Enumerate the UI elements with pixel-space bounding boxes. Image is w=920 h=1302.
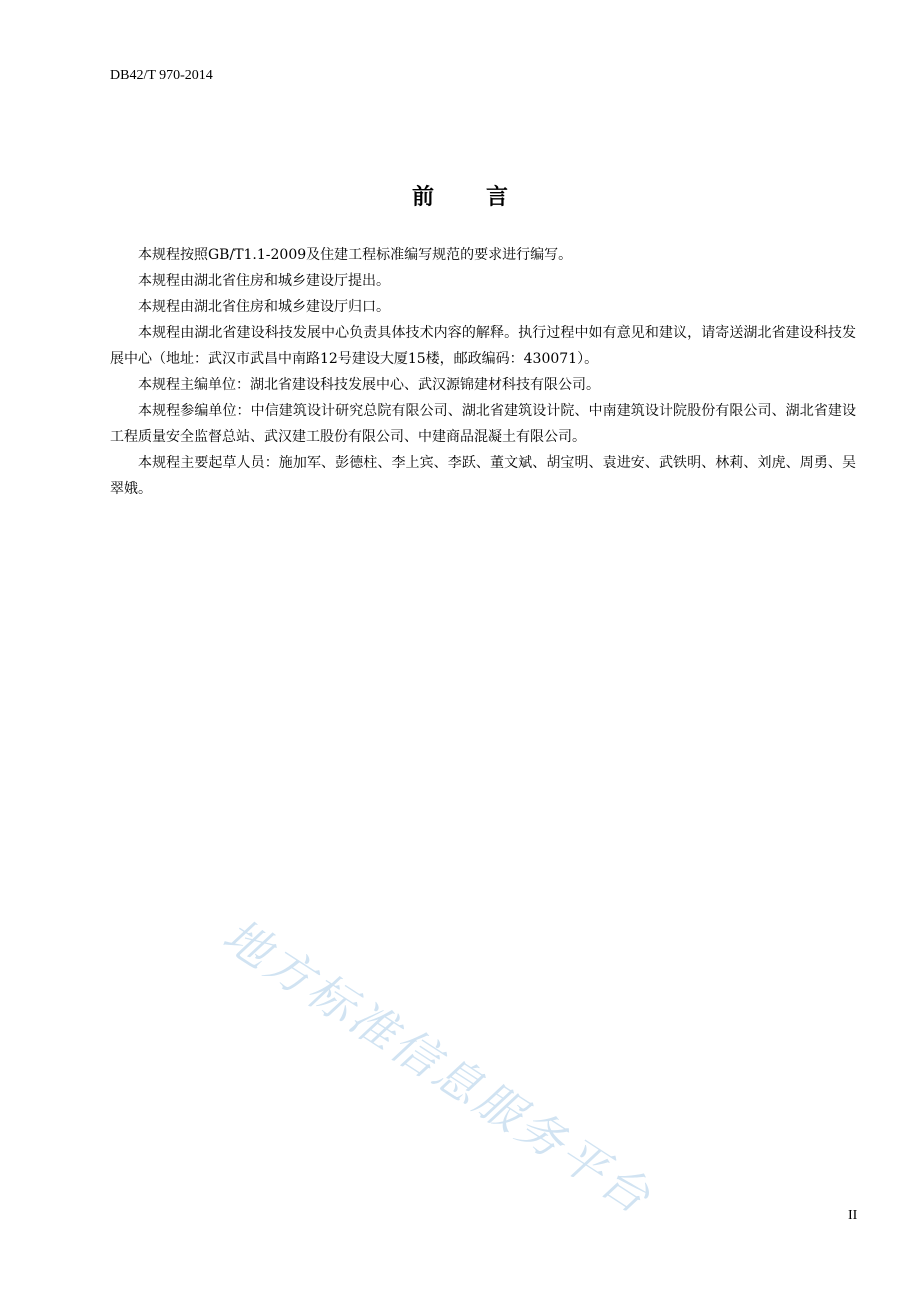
page-title: 前言 (411, 185, 560, 210)
paragraph-standard-basis: 本规程按照GB/T1.1-2009及住建工程标准编写规范的要求进行编写。 (138, 247, 573, 263)
paragraph-interpretation: 本规程由湖北省建设科技发展中心负责具体技术内容的解释。执行过程中如有意见和建议，请寄送湖北省建设科技发展中心（地址：武汉市武昌中南路12号建设大厦15楼，邮政编码：430071）。 (110, 325, 856, 367)
page-number: II (848, 1208, 858, 1223)
paragraph-participating-units: 本规程参编单位：中信建筑设计研究总院有限公司、湖北省建筑设计院、中南建筑设计院股份有限公司、湖北省建设工程质量安全监督总站、武汉建工股份有限公司、中建商品混凝土有限公司。 (110, 403, 856, 445)
document-code: DB42/T 970-2014 (110, 68, 213, 83)
preface-body (110, 242, 856, 502)
watermark: 地方标准信息服务平台 (213, 907, 663, 1226)
paragraph-chief-editors: 本规程主编单位：湖北省建设科技发展中心、武汉源锦建材科技有限公司。 (138, 377, 600, 393)
paragraph-administrator: 本规程由湖北省住房和城乡建设厅归口。 (138, 299, 390, 315)
paragraph-drafters: 本规程主要起草人员：施加军、彭德柱、李上宾、李跃、董文斌、胡宝明、袁进安、武铁明、林莉、刘虎、周勇、吴翠娥。 (110, 455, 856, 497)
paragraph-proposer: 本规程由湖北省住房和城乡建设厅提出。 (138, 273, 390, 289)
